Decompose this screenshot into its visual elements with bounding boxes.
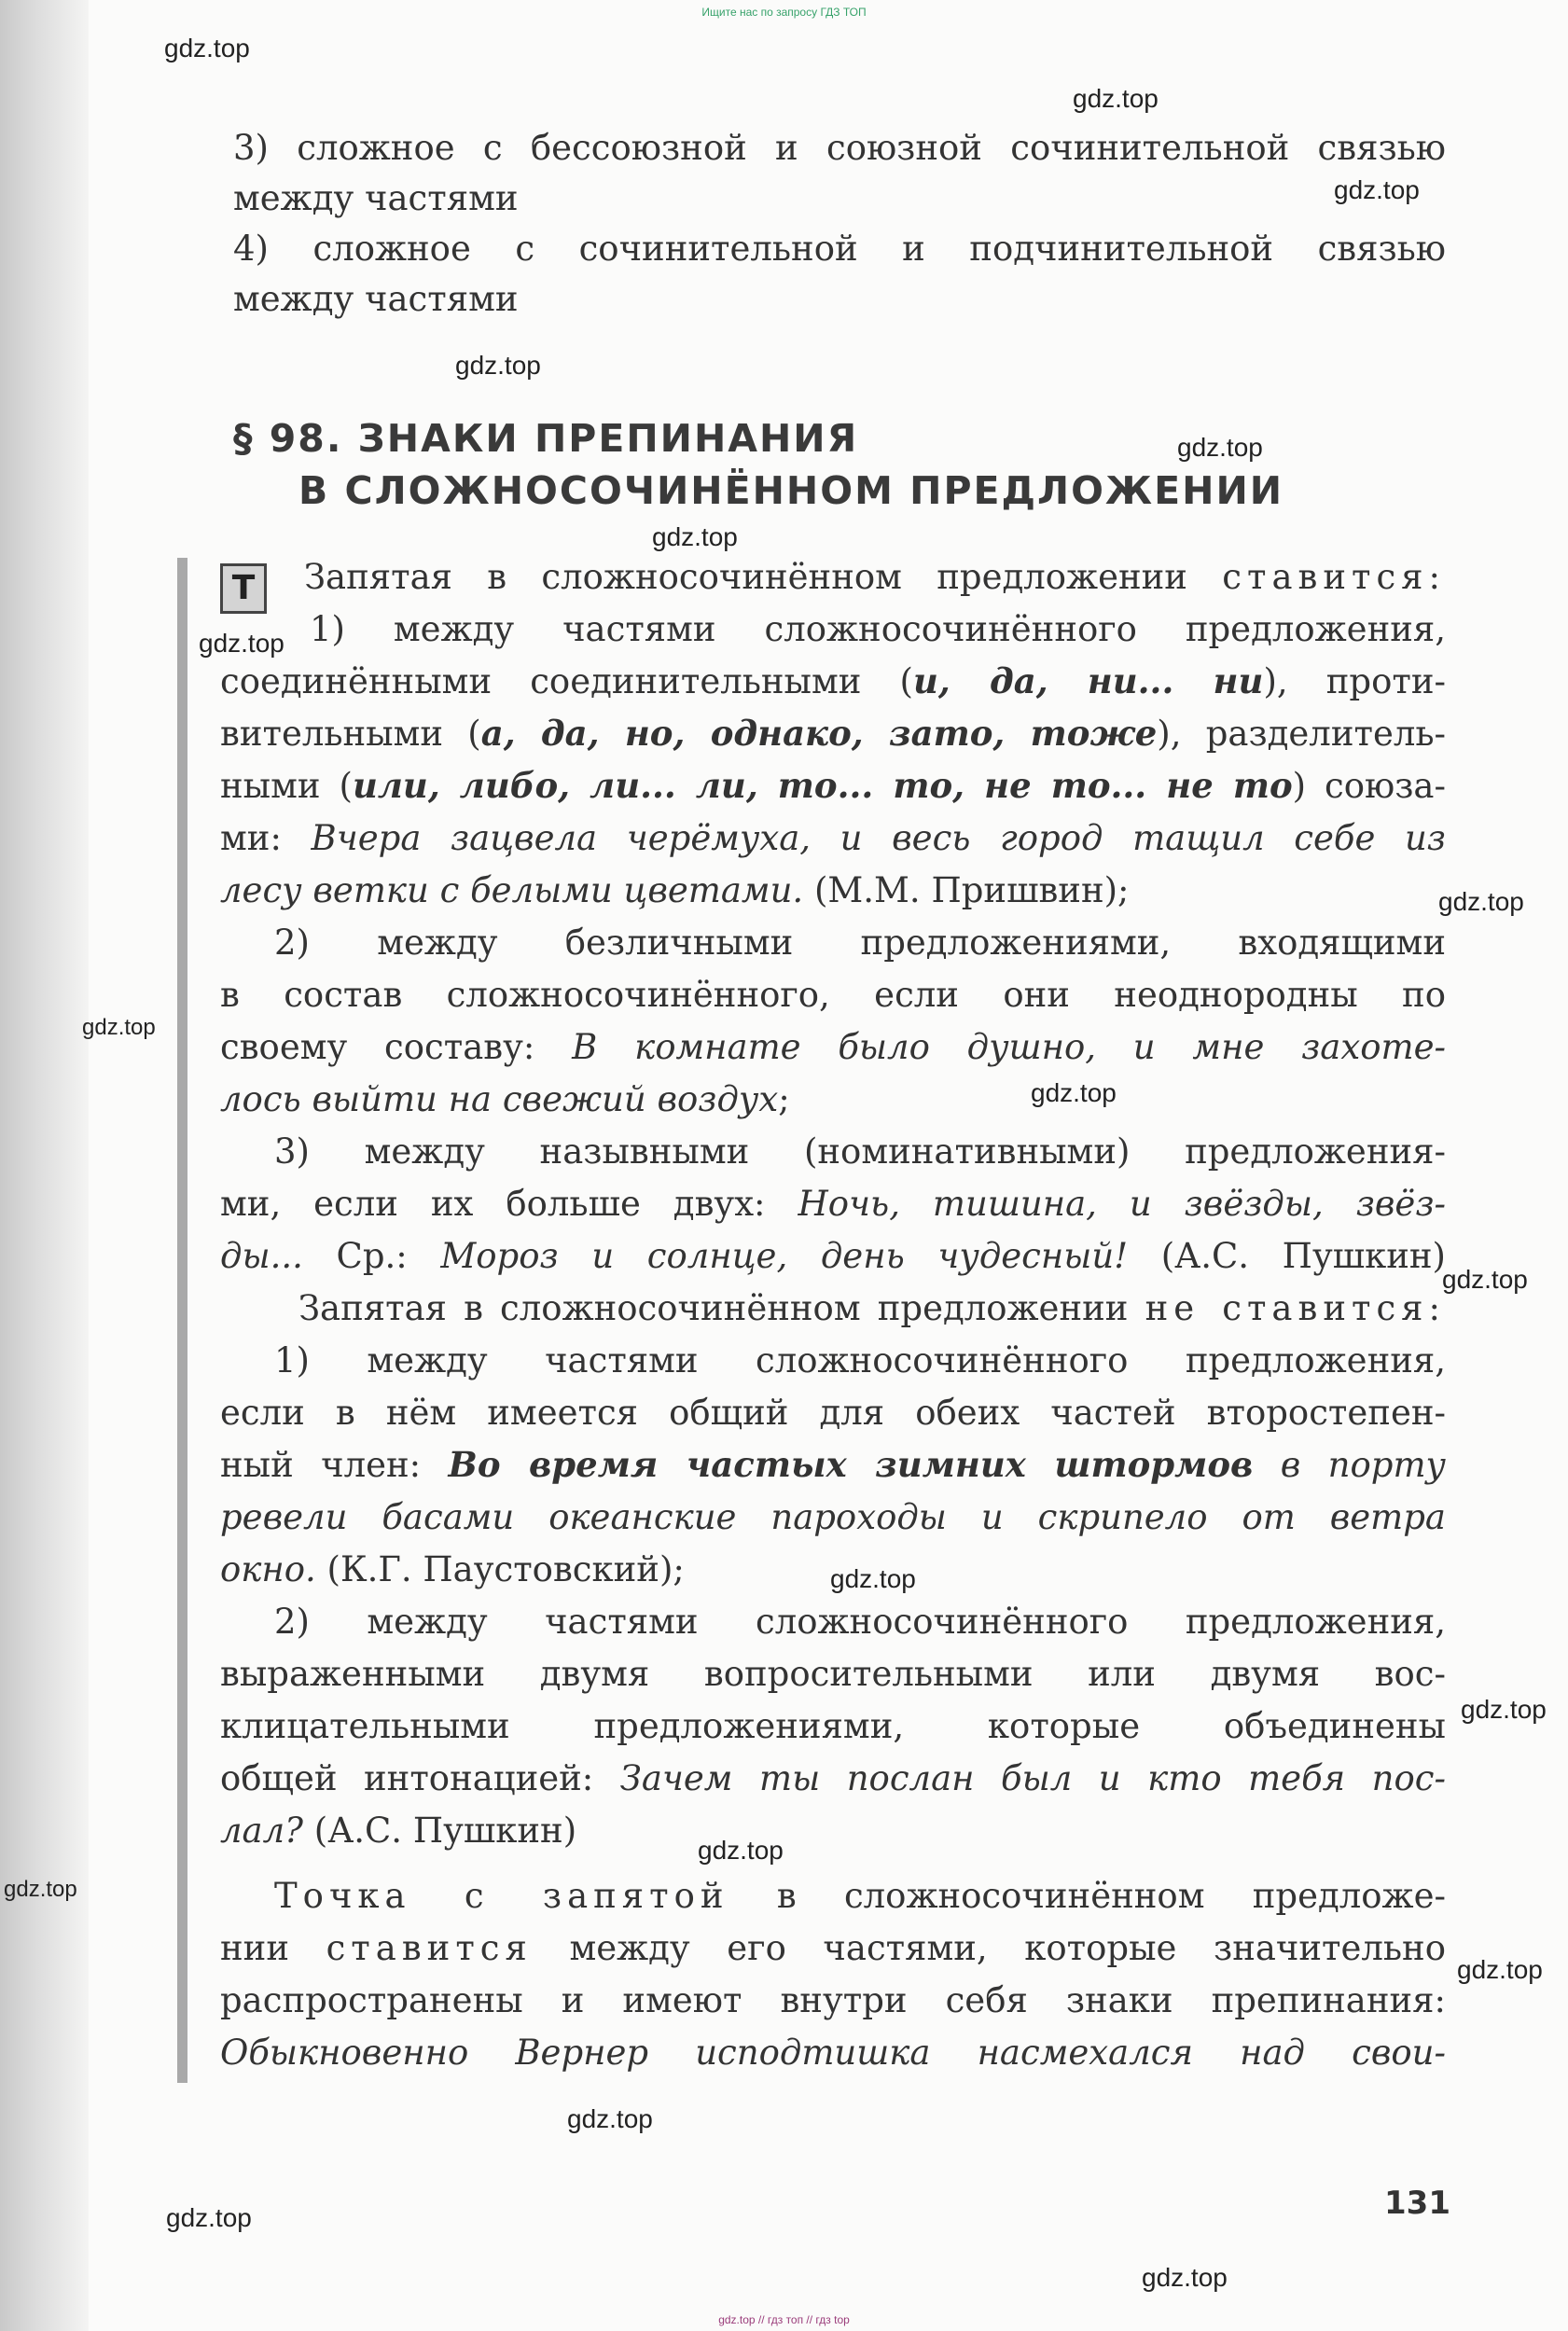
no-comma-rule-1-line-1: 1) между частями сложносочинённого предложения, [274, 1340, 1446, 1381]
comma-rule-3-line-1: 3) между назывными (номинативными) предложения- [274, 1131, 1446, 1172]
semicolon-rule-line-1: Точка с запятой в сложносочинённом предложе- [274, 1876, 1446, 1916]
comma-rule-1-line-6: лесу ветки с белыми цветами. (М.М. Пришвин); [220, 870, 1130, 910]
watermark: gdz.top [1334, 175, 1420, 204]
watermark: gdz.top [652, 522, 738, 551]
watermark: gdz.top [1142, 2263, 1228, 2292]
comma-rule-1-line-1: 1) между частями сложносочинённого предложения, [310, 609, 1446, 649]
no-comma-rule-1-line-5: окно. (К.Г. Паустовский); [220, 1549, 685, 1589]
section-title-line-2: В СЛОЖНОСОЧИНЁННОМ ПРЕДЛОЖЕНИИ [298, 468, 1284, 513]
watermark: gdz.top [1438, 887, 1524, 916]
comma-rule-3-line-2: ми, если их больше двух: Ночь, тишина, и звёзды, звёз- [220, 1184, 1446, 1224]
watermark: gdz.top [1177, 433, 1263, 462]
watermark: gdz.top [164, 34, 250, 62]
comma-rule-1-line-3: вительными (а, да, но, однако, зато, тоже), разделитель- [220, 713, 1446, 754]
watermark: gdz.top [1442, 1265, 1528, 1294]
watermark: gdz.top [698, 1836, 784, 1865]
comma-rule-1-line-2: соединёнными соединительными (и, да, ни... ни), проти- [220, 660, 1446, 701]
no-comma-rule-1-line-3: ный член: Во время частых зимних штормов в порту [220, 1444, 1446, 1485]
watermark: gdz.top [4, 1877, 77, 1902]
option-3-line-1: 3) сложное с бессоюзной и союзной сочинительной связью [233, 128, 1446, 168]
semicolon-rule-line-4: Обыкновенно Вернер исподтишка насмехался над свои- [220, 2033, 1446, 2073]
no-comma-rule-intro: Запятая в сложносочинённом предложении не ставится: [298, 1288, 1446, 1328]
option-4-line-2: между частями [233, 279, 519, 319]
watermark: gdz.top [1031, 1078, 1117, 1107]
semicolon-rule-line-3: распространены и имеют внутри себя знаки препинания: [220, 1980, 1446, 2020]
theory-margin-bar [177, 558, 187, 2083]
no-comma-rule-2-line-5: лал? (А.С. Пушкин) [220, 1811, 577, 1851]
semicolon-rule-line-2: нии ставится между его частями, которые значительно [220, 1928, 1446, 1968]
theory-badge: Т [220, 563, 267, 614]
watermark: gdz.top [1461, 1695, 1547, 1724]
comma-rule-intro: Запятая в сложносочинённом предложении ставится: [304, 557, 1446, 597]
option-4-line-1: 4) сложное с сочинительной и подчинительной связью [233, 229, 1446, 269]
header-note: Ищите нас по запросу ГДЗ ТОП [701, 6, 867, 19]
comma-rule-2-line-4: лось выйти на свежий воздух; [220, 1079, 790, 1119]
no-comma-rule-1-line-4: ревели басами океанские пароходы и скрипело от ветра [220, 1497, 1446, 1537]
watermark: gdz.top [567, 2104, 653, 2133]
comma-rule-2-line-1: 2) между безличными предложениями, входящими [274, 923, 1446, 963]
no-comma-rule-1-line-2: если в нём имеется общий для обеих частей второстепен- [220, 1393, 1446, 1433]
page-number: 131 [1384, 2185, 1450, 2222]
watermark: gdz.top [455, 351, 541, 380]
watermark: gdz.top [82, 1015, 156, 1040]
watermark: gdz.top [199, 629, 284, 658]
watermark: gdz.top [830, 1564, 916, 1593]
no-comma-rule-2-line-2: выраженными двумя вопросительными или двумя вос- [220, 1654, 1446, 1694]
watermark: gdz.top [1073, 84, 1159, 113]
footer-note: gdz.top // гдз топ // гдз top [718, 2313, 850, 2326]
comma-rule-2-line-3: своему составу: В комнате было душно, и мне захоте- [220, 1027, 1446, 1067]
comma-rule-2-line-2: в состав сложносочинённого, если они неоднородны по [220, 975, 1446, 1015]
comma-rule-3-line-3: ды... Ср.: Мороз и солнце, день чудесный! (А.С. Пушкин) [220, 1236, 1446, 1276]
comma-rule-1-line-5: ми: Вчера зацвела черёмуха, и весь город тащил себе из [220, 818, 1446, 858]
no-comma-rule-2-line-4: общей интонацией: Зачем ты послан был и кто тебя пос- [220, 1758, 1446, 1798]
watermark: gdz.top [1457, 1955, 1543, 1984]
no-comma-rule-2-line-3: клицательными предложениями, которые объединены [220, 1706, 1446, 1746]
option-3-line-2: между частями [233, 178, 519, 218]
page-gutter-shadow [0, 0, 89, 2331]
no-comma-rule-2-line-1: 2) между частями сложносочинённого предложения, [274, 1602, 1446, 1642]
watermark: gdz.top [166, 2203, 252, 2232]
comma-rule-1-line-4: ными (или, либо, ли... ли, то... то, не то... не то) союза- [220, 765, 1446, 806]
section-title-line-1: § 98. ЗНАКИ ПРЕПИНАНИЯ [233, 416, 859, 461]
